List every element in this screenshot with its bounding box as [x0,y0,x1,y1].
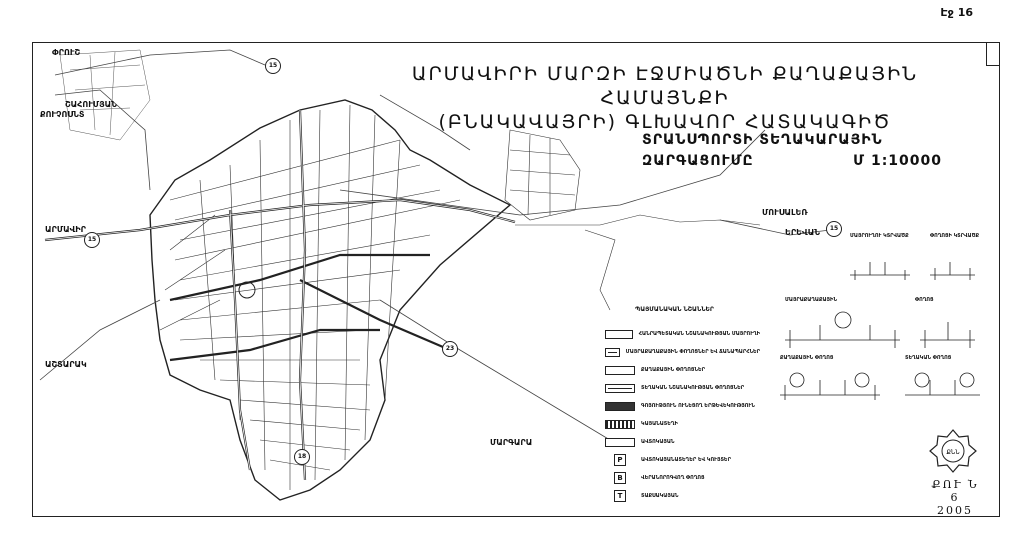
emblem-line-2: 2005 [937,504,973,517]
title-line-1: ԱՐՄԱՎԻՐԻ ՄԱՐԶԻ ԷՋՄԻԱԾՆԻ ՔԱՂԱՔԱՅԻՆ ՀԱՄԱՅՆՔԻ [411,63,919,109]
map-title [370,62,960,134]
legend-label: ՄԱՅՐԱՔԱՂԱՔԱՅԻՆ ՓՈՂՈՑՆԵՐ ԵՎ ՃԱՆԱՊԱՐՀՆԵՐ [625,349,760,355]
central-roundabout [239,282,255,298]
scale-label: Մ 1:10000 [853,153,942,169]
legend-item [605,325,760,343]
emblem-icon [928,428,978,474]
legend-symbol [605,402,635,411]
legend-symbol [605,366,635,375]
place-south: ՄԱՐԳԱՐԱ [490,438,533,447]
place-southwest: ԱՇՏԱՐԱԿ [45,360,87,369]
legend-symbol [605,438,635,447]
emblem-org: ՔՆՆ [946,449,960,456]
emblem-caption [925,478,985,517]
road-marker-north: 15 [265,58,281,74]
legend-title: ՊԱՅՄԱՆԱԿԱՆ ՆՇԱՆՆԵՐ [635,306,714,313]
legend-item [605,415,760,433]
legend-label: ՏԱՔՍԱԿԱՅԱՆ [641,493,679,499]
place-east: ԵՐԵՎԱՆ [785,228,820,237]
road-marker-east: 15 [826,221,842,237]
place-left-upper: ՔՈՒՉՈՍՆՏ [40,110,85,119]
place-top-left: ՓՐՈՒՇ [52,48,81,57]
legend-item [605,469,760,487]
legend-label: ՀԱՆՐԱՊԵՏԱԿԱՆ ՆՇԱՆԱԿՈՒԹՅԱՆ ՄԱՅՐՈՒՂԻ [638,331,760,337]
legend-label: ԱՎՏՈԿԱՅԱՆ [641,439,675,445]
map-subtitle [642,130,972,172]
legend-label: ԳՈՅՈՒԹՅՈՒՆ ՈՒՆԵՑՈՂ ԵՐԹԵՎԵԿՈՒԹՅՈՒՆ [641,403,755,409]
legend-label: ՎԵՐԱՆՈՐՈԳՎՈՂ ՓՈՂՈՑ [641,475,705,481]
main-roads [45,110,515,480]
legend-label: ՏԵՂԱԿԱՆ ՆՇԱՆԱԿՈՒԹՅԱՆ ՓՈՂՈՑՆԵՐ [641,385,745,391]
section-label-2: ՓՈՂՈՑԻ ԿՏՐՎԱԾՔ [930,233,980,239]
legend-label: ՔԱՂԱՔԱՅԻՆ ՓՈՂՈՑՆԵՐ [641,367,705,373]
legend-item [605,487,760,505]
place-east-upper: ՄՈՒՍԱԼԵՌ [762,208,808,217]
city-boundary [150,100,510,500]
emblem-line-1: ՔՈՒ Ն 6 [931,478,979,504]
subtitle-line-1: ՏՐԱՆՍՊՈՐՏԻ ՏԵՂԱԿԱՐԱՅԻՆ [642,132,883,148]
road-marker-west: 15 [84,232,100,248]
legend-symbol [605,384,635,393]
legend-item [605,451,760,469]
legend-item [605,343,760,361]
road-marker-southeast: 23 [442,341,458,357]
section-label-6: ՏԵՂԱԿԱՆ ՓՈՂՈՑ [905,355,952,361]
legend-item [605,397,760,415]
bus-icon: B [614,472,626,484]
taxi-icon: T [614,490,626,502]
cross-sections [780,262,980,400]
subtitle-line-2: ԶԱՐԳԱՑՈՒՄԸ [642,153,754,169]
place-left-mid: ՇԱՀՈՒՄՅԱՆ [65,100,117,109]
legend-item [605,361,760,379]
parking-icon: P [614,454,626,466]
section-label-4: ՓՈՂՈՑ [915,297,934,303]
legend-label: ԱՎՏՈԿԱՅԱՆԱՏԵՂԵՐ ԵՎ ԿՈՒՅՏԵՐ [641,457,731,463]
nw-village [60,50,150,140]
legend-label: ԿԱՅԱՆԱՏԵՂԻ [641,421,678,427]
legend-symbol [605,348,620,357]
road-marker-south: 18 [294,449,310,465]
legend-symbol [605,330,633,339]
legend-item [605,433,760,451]
title-line-2: (ԲՆԱԿԱՎԱՅՐԻ) ԳԼԽԱՎՈՐ ՀԱՏԱԿԱԳԻԾ [438,111,892,133]
legend-item [605,379,760,397]
section-label-3: ՄԱՅՐԱՔԱՂԱՔԱՅԻՆ [785,297,837,303]
legend-symbol [605,420,635,429]
legend [605,306,760,505]
place-west: ԱՐՄԱՎԻՐ [45,225,86,234]
section-label-5: ՔԱՂԱՔԱՅԻՆ ՓՈՂՈՑ [780,355,834,361]
section-label-1: ՄԱՅՐՈՒՂՈՒ ԿՏՐՎԱԾՔ [850,233,909,239]
page-number: Էջ 16 [940,6,973,19]
